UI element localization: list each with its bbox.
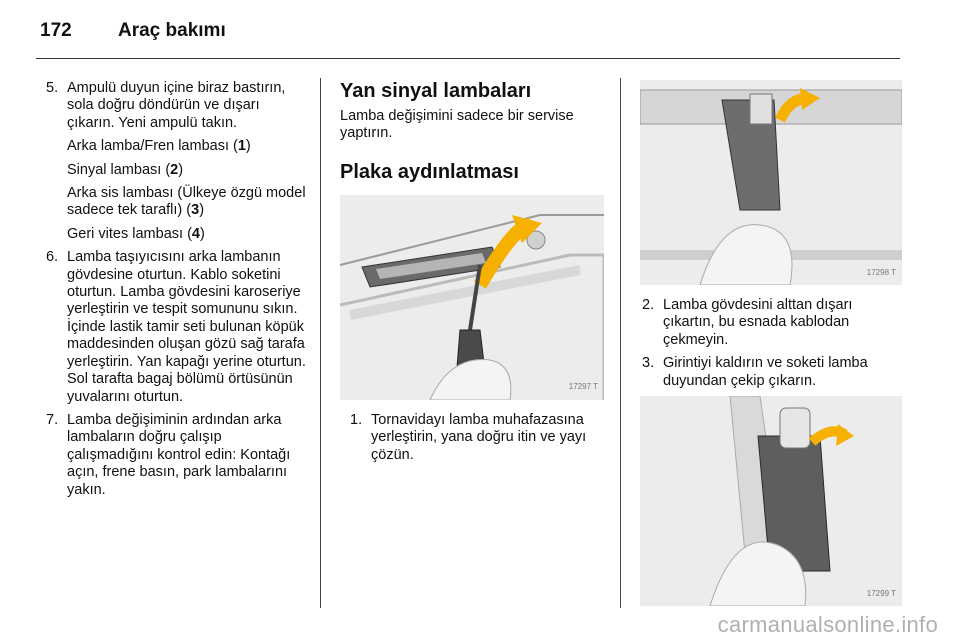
lamp-label: Geri vites lambası ( (67, 225, 192, 242)
page-number: 172 (40, 20, 72, 41)
lamp-paren: ) (199, 225, 205, 242)
lamp-label: Arka lamba/Fren lambası ( (67, 138, 238, 155)
screwdriver-illustration (340, 195, 604, 400)
step-text: Tornavidayı lamba muhafazasına yerleştirin, yana doğru itin ve yayı çözün. (371, 411, 587, 463)
step-text: Girintiyi kaldırın ve soketi lamba duyundan çekip çıkarın. (663, 355, 868, 389)
figure-code: 17297 T (568, 382, 598, 392)
column-middle (340, 80, 612, 470)
step-number: 1. (350, 411, 363, 428)
section-heading-side-signal: Yan sinyal lambaları (340, 80, 532, 102)
lamp-item (67, 226, 308, 243)
figure-screwdriver (340, 195, 604, 400)
chapter-title: Araç bakımı (118, 20, 226, 41)
step-text: Ampulü duyun içine biraz bastırın, sola doğru döndürün ve dışarı çıkarın. Yeni ampulü takın. (67, 80, 286, 131)
step-1 (340, 412, 612, 464)
step-3 (640, 355, 904, 390)
step-text: Lamba gövdesini alttan dışarı çıkartın, bu esnada kablodan çekmeyin. (663, 297, 853, 348)
lamp-paren: ) (245, 138, 251, 155)
lamp-paren: ) (178, 161, 184, 178)
column-divider-left (320, 78, 321, 608)
column-left (46, 80, 308, 505)
lamp-number: 3 (191, 202, 200, 219)
page-header (40, 20, 226, 50)
step-5 (46, 80, 308, 132)
figure-socket (640, 396, 902, 606)
column-divider-right (620, 78, 621, 608)
step-number: 6. (46, 249, 59, 266)
lamp-label: Arka sis lambası (Ülkeye özgü model sadece tek taraflı) ( (67, 185, 306, 219)
figure-code: 17299 T (866, 588, 896, 598)
step-number: 2. (642, 297, 655, 313)
step-number: 3. (642, 355, 655, 372)
step-text: Lamba değişiminin ardından arka lambaların doğru çalışıp çalışmadığını kontrol edin: Kontağı açın, frene basın, park lambalarını yakın. (67, 411, 291, 498)
step-7 (46, 412, 308, 499)
figure-lamp-housing (640, 80, 902, 285)
lamp-paren: ) (199, 202, 205, 219)
figure-code: 17298 T (866, 267, 896, 277)
step-6 (46, 249, 308, 406)
lamp-number: 1 (237, 138, 246, 155)
column-right (640, 80, 904, 606)
lamp-label: Sinyal lambası ( (67, 161, 171, 178)
lamp-housing-illustration (640, 80, 902, 285)
socket-illustration (640, 396, 902, 606)
step-text: Lamba taşıyıcısını arka lambanın gövdesine oturtun. Kablo soketini oturtun. Lamba gövdesini karoseriye yerleştirin ve tespit somununu sıkın. İçinde lastik tamir seti bulunan köpük maddesinden oluşan gözü sağ tarafa yerleştirin. Yan kapağı yerine oturtun. Sol tarafta bagaj bölümü örtüsünün yuvalarını oturtun. (67, 249, 306, 405)
header-rule (36, 58, 900, 59)
step-2 (640, 297, 904, 349)
lamp-number: 2 (170, 161, 179, 178)
step-number: 5. (46, 80, 59, 96)
step-number: 7. (46, 411, 59, 428)
watermark: carmanualsonline.info (717, 612, 938, 637)
service-note: Lamba değişimini sadece bir servise yaptırın. (340, 108, 574, 142)
lamp-item (67, 138, 308, 155)
lamp-item (67, 162, 308, 179)
section-heading-plate-light: Plaka aydınlatması (340, 160, 519, 183)
lamp-item (67, 185, 308, 220)
lamp-number: 4 (191, 225, 200, 242)
